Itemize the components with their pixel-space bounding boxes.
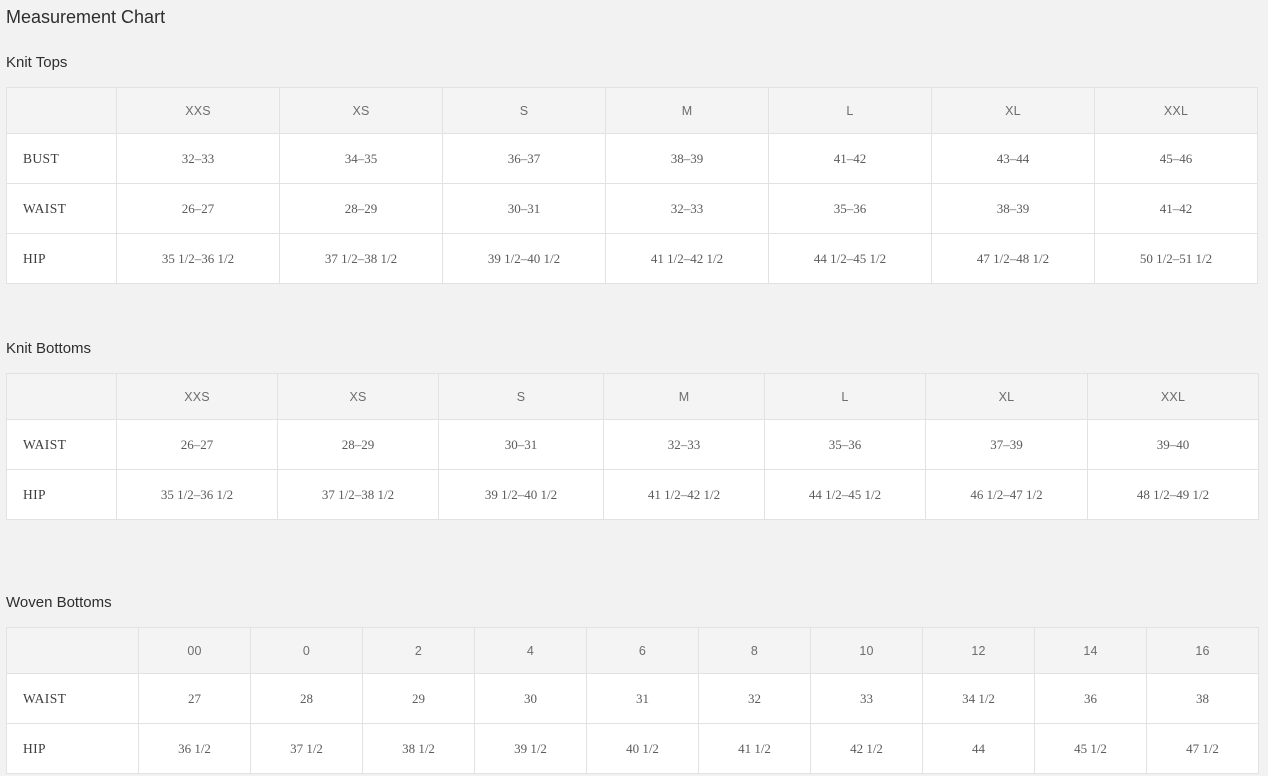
table-wrap-knit-tops: [0, 87, 1268, 284]
cell-value: 40 1/2: [587, 724, 699, 774]
size-table-knit-tops: [6, 87, 1258, 284]
column-header-4: 4: [475, 628, 587, 674]
cell-value: 32–33: [117, 134, 280, 184]
column-header-blank: [7, 628, 139, 674]
table-wrap-knit-bottoms: [0, 373, 1268, 520]
column-header-10: 10: [811, 628, 923, 674]
column-header-16: 16: [1147, 628, 1259, 674]
table-row: [7, 724, 1259, 774]
cell-value: 26–27: [117, 184, 280, 234]
section-title-woven-bottoms: Woven Bottoms: [6, 594, 112, 612]
cell-value: 32: [699, 674, 811, 724]
row-label-waist: WAIST: [7, 184, 117, 234]
column-header-xxs: XXS: [117, 88, 280, 134]
table-wrap-woven-bottoms: [0, 627, 1268, 774]
cell-value: 45–46: [1095, 134, 1258, 184]
cell-value: 29: [363, 674, 475, 724]
column-header-l: L: [765, 374, 926, 420]
cell-value: 46 1/2–47 1/2: [926, 470, 1088, 520]
cell-value: 38–39: [932, 184, 1095, 234]
column-header-8: 8: [699, 628, 811, 674]
cell-value: 41 1/2–42 1/2: [604, 470, 765, 520]
column-header-l: L: [769, 88, 932, 134]
table-header-row: [7, 88, 1258, 134]
cell-value: 44 1/2–45 1/2: [765, 470, 926, 520]
column-header-xs: XS: [280, 88, 443, 134]
cell-value: 39 1/2: [475, 724, 587, 774]
cell-value: 38 1/2: [363, 724, 475, 774]
cell-value: 43–44: [932, 134, 1095, 184]
column-header-6: 6: [587, 628, 699, 674]
cell-value: 38–39: [606, 134, 769, 184]
section-woven-bottoms: [0, 592, 1268, 774]
section-knit-bottoms: [0, 338, 1268, 520]
cell-value: 30–31: [443, 184, 606, 234]
cell-value: 32–33: [604, 420, 765, 470]
cell-value: 34 1/2: [923, 674, 1035, 724]
cell-value: 27: [139, 674, 251, 724]
cell-value: 47 1/2: [1147, 724, 1259, 774]
cell-value: 36: [1035, 674, 1147, 724]
cell-value: 37 1/2–38 1/2: [278, 470, 439, 520]
cell-value: 36 1/2: [139, 724, 251, 774]
cell-value: 48 1/2–49 1/2: [1088, 470, 1259, 520]
cell-value: 39 1/2–40 1/2: [443, 234, 606, 284]
column-header-xxl: XXL: [1088, 374, 1259, 420]
cell-value: 28: [251, 674, 363, 724]
cell-value: 35 1/2–36 1/2: [117, 234, 280, 284]
section-title-knit-tops: Knit Tops: [6, 54, 68, 72]
column-header-s: S: [443, 88, 606, 134]
row-label-hip: HIP: [7, 234, 117, 284]
table-row: [7, 674, 1259, 724]
column-header-2: 2: [363, 628, 475, 674]
cell-value: 26–27: [117, 420, 278, 470]
column-header-14: 14: [1035, 628, 1147, 674]
cell-value: 36–37: [443, 134, 606, 184]
column-header-blank: [7, 374, 117, 420]
table-header-row: [7, 628, 1259, 674]
cell-value: 39 1/2–40 1/2: [439, 470, 604, 520]
cell-value: 31: [587, 674, 699, 724]
cell-value: 30–31: [439, 420, 604, 470]
cell-value: 44: [923, 724, 1035, 774]
cell-value: 39–40: [1088, 420, 1259, 470]
cell-value: 41–42: [1095, 184, 1258, 234]
table-row: [7, 134, 1258, 184]
cell-value: 45 1/2: [1035, 724, 1147, 774]
cell-value: 41–42: [769, 134, 932, 184]
row-label-waist: WAIST: [7, 674, 139, 724]
table-row: [7, 234, 1258, 284]
row-label-bust: BUST: [7, 134, 117, 184]
row-label-hip: HIP: [7, 724, 139, 774]
cell-value: 28–29: [278, 420, 439, 470]
cell-value: 41 1/2: [699, 724, 811, 774]
cell-value: 35 1/2–36 1/2: [117, 470, 278, 520]
page-title: Measurement Chart: [6, 7, 166, 27]
column-header-xxs: XXS: [117, 374, 278, 420]
column-header-m: M: [604, 374, 765, 420]
column-header-blank: [7, 88, 117, 134]
cell-value: 42 1/2: [811, 724, 923, 774]
cell-value: 41 1/2–42 1/2: [606, 234, 769, 284]
column-header-xl: XL: [932, 88, 1095, 134]
size-table-woven-bottoms: [6, 627, 1259, 774]
row-label-hip: HIP: [7, 470, 117, 520]
cell-value: 32–33: [606, 184, 769, 234]
cell-value: 34–35: [280, 134, 443, 184]
column-header-m: M: [606, 88, 769, 134]
column-header-12: 12: [923, 628, 1035, 674]
table-row: [7, 470, 1259, 520]
size-table-knit-bottoms: [6, 373, 1259, 520]
cell-value: 30: [475, 674, 587, 724]
cell-value: 35–36: [765, 420, 926, 470]
table-row: [7, 184, 1258, 234]
column-header-xxl: XXL: [1095, 88, 1258, 134]
cell-value: 38: [1147, 674, 1259, 724]
cell-value: 47 1/2–48 1/2: [932, 234, 1095, 284]
cell-value: 37 1/2: [251, 724, 363, 774]
row-label-waist: WAIST: [7, 420, 117, 470]
cell-value: 44 1/2–45 1/2: [769, 234, 932, 284]
column-header-0: 0: [251, 628, 363, 674]
cell-value: 33: [811, 674, 923, 724]
section-knit-tops: [0, 52, 1268, 284]
cell-value: 37–39: [926, 420, 1088, 470]
cell-value: 37 1/2–38 1/2: [280, 234, 443, 284]
table-header-row: [7, 374, 1259, 420]
column-header-s: S: [439, 374, 604, 420]
column-header-00: 00: [139, 628, 251, 674]
cell-value: 35–36: [769, 184, 932, 234]
cell-value: 50 1/2–51 1/2: [1095, 234, 1258, 284]
table-row: [7, 420, 1259, 470]
section-title-knit-bottoms: Knit Bottoms: [6, 340, 92, 358]
column-header-xl: XL: [926, 374, 1088, 420]
column-header-xs: XS: [278, 374, 439, 420]
cell-value: 28–29: [280, 184, 443, 234]
